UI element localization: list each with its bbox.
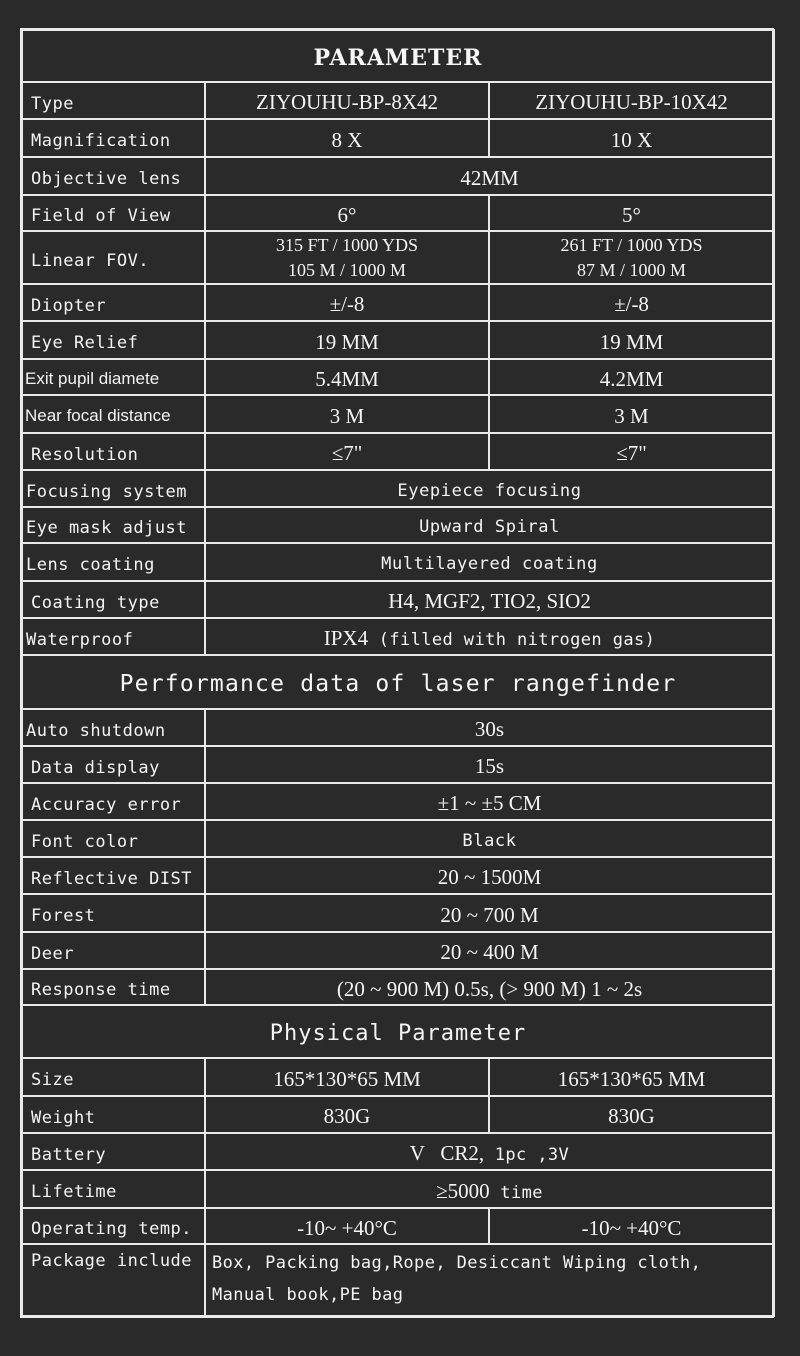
table-row: [22, 618, 774, 655]
value-b: 4.2MM: [489, 359, 774, 395]
row-label: Magnification: [22, 119, 205, 157]
value-shared: Eyepiece focusing: [205, 470, 774, 507]
value-a: 19 MM: [205, 321, 489, 359]
value-line: 87 M / 1000 M: [577, 260, 687, 280]
section-header-row: [22, 1005, 774, 1058]
value-a: -10~ +40°C: [205, 1208, 489, 1244]
table-row: [22, 783, 774, 820]
value-a: ≤7": [205, 433, 489, 470]
value-line: 315 FT / 1000 YDS: [275, 235, 419, 255]
value-b: -10~ +40°C: [489, 1208, 774, 1244]
package-contents: [205, 1244, 774, 1316]
row-label: Near focal distance: [22, 395, 205, 433]
table-row: [22, 1208, 774, 1244]
value-note: time: [489, 1182, 543, 1203]
row-label: Lifetime: [22, 1170, 205, 1208]
value-b: 10 X: [489, 119, 774, 157]
row-label: Type: [22, 82, 205, 119]
table-row: [22, 1244, 774, 1316]
row-label: Resolution: [22, 433, 205, 470]
value-note: 1pc ,3V: [484, 1145, 570, 1165]
value-shared: [205, 1133, 774, 1170]
table-row: [22, 231, 774, 284]
model-b-name: ZIYOUHU-BP-10X42: [489, 82, 774, 119]
row-label: Diopter: [22, 284, 205, 321]
value-b: 830G: [489, 1096, 774, 1133]
value-b: [489, 231, 774, 284]
row-label: Waterproof: [22, 618, 205, 655]
row-label: Data display: [22, 746, 205, 783]
row-label: Exit pupil diamete: [22, 359, 205, 395]
value-a: [205, 231, 489, 284]
value-a: 165*130*65 MM: [205, 1058, 489, 1096]
value-b: 19 MM: [489, 321, 774, 359]
value-line: 261 FT / 1000 YDS: [560, 235, 703, 255]
table-title: PARAMETER: [22, 30, 774, 82]
section-title-physical: Physical Parameter: [22, 1005, 774, 1058]
table-row: [22, 709, 774, 746]
row-label: Auto shutdown: [22, 709, 205, 746]
value-main: IPX4: [323, 626, 369, 650]
table-row: [22, 359, 774, 395]
table-row: [22, 507, 774, 543]
table-row: [22, 284, 774, 321]
table-row: [22, 433, 774, 470]
table-row: [22, 820, 774, 857]
table-row: [22, 470, 774, 507]
value-shared: Black: [205, 820, 774, 857]
value-a: 3 M: [205, 395, 489, 433]
value-b: 5°: [489, 195, 774, 231]
row-label: Focusing system: [22, 470, 205, 507]
value-b: 3 M: [489, 395, 774, 433]
parameter-table: [21, 29, 775, 1317]
table-row: [22, 581, 774, 618]
row-label: Operating temp.: [22, 1208, 205, 1244]
value-a: 830G: [205, 1096, 489, 1133]
table-row: [22, 932, 774, 969]
table-row: [22, 543, 774, 581]
value-b: ±/-8: [489, 284, 774, 321]
value-shared: Upward Spiral: [205, 507, 774, 543]
row-label: Eye Relief: [22, 321, 205, 359]
value-shared: [205, 618, 774, 655]
value-line: 105 M / 1000 M: [287, 260, 406, 280]
row-label: Weight: [22, 1096, 205, 1133]
table-row: [22, 195, 774, 231]
row-label: Eye mask adjust: [22, 507, 205, 543]
row-label: Battery: [22, 1133, 205, 1170]
table-row: [22, 1096, 774, 1133]
table-row: [22, 119, 774, 157]
row-label: Reflective DIST: [22, 857, 205, 894]
value-note: (filled with nitrogen gas): [368, 630, 656, 650]
row-label: Deer: [22, 932, 205, 969]
row-label: Response time: [22, 969, 205, 1005]
value-a: 8 X: [205, 119, 489, 157]
table-row: [22, 395, 774, 433]
table-row: [22, 82, 774, 119]
value-shared: 42MM: [205, 157, 774, 195]
title-row: [22, 30, 774, 82]
value-shared: 20 ~ 400 M: [205, 932, 774, 969]
value-shared: [205, 1170, 774, 1208]
value-shared: Multilayered coating: [205, 543, 774, 581]
value-main: V CR2,: [409, 1141, 485, 1165]
value-shared: 15s: [205, 746, 774, 783]
table-row: [22, 1170, 774, 1208]
table-row: [22, 321, 774, 359]
value-a: 6°: [205, 195, 489, 231]
value-main: ≥5000: [436, 1178, 490, 1203]
row-label: Package include: [22, 1244, 205, 1316]
table-row: [22, 157, 774, 195]
row-label: Objective lens: [22, 157, 205, 195]
row-label: Forest: [22, 894, 205, 932]
value-a: 5.4MM: [205, 359, 489, 395]
row-label: Font color: [22, 820, 205, 857]
value-shared: 30s: [205, 709, 774, 746]
table-row: [22, 894, 774, 932]
row-label: Coating type: [22, 581, 205, 618]
value-shared: H4, MGF2, TIO2, SIO2: [205, 581, 774, 618]
section-title-laser: Performance data of laser rangefinder: [22, 655, 774, 709]
value-a: ±/-8: [205, 284, 489, 321]
table-row: [22, 746, 774, 783]
section-header-row: [22, 655, 774, 709]
value-shared: (20 ~ 900 M) 0.5s, (> 900 M) 1 ~ 2s: [205, 969, 774, 1005]
row-label: Size: [22, 1058, 205, 1096]
package-line: Manual book,PE bag: [212, 1285, 404, 1305]
row-label: Lens coating: [22, 543, 205, 581]
row-label: Linear FOV.: [22, 231, 205, 284]
package-line: Box, Packing bag,Rope, Desiccant Wiping cloth,: [212, 1253, 702, 1273]
table-row: [22, 1058, 774, 1096]
table-row: [22, 969, 774, 1005]
row-label: Field of View: [22, 195, 205, 231]
value-b: ≤7": [489, 433, 774, 470]
row-label: Accuracy error: [22, 783, 205, 820]
value-shared: 20 ~ 1500M: [205, 857, 774, 894]
value-shared: ±1 ~ ±5 CM: [205, 783, 774, 820]
value-b: 165*130*65 MM: [489, 1058, 774, 1096]
value-shared: 20 ~ 700 M: [205, 894, 774, 932]
table-row: [22, 1133, 774, 1170]
table-row: [22, 857, 774, 894]
model-a-name: ZIYOUHU-BP-8X42: [205, 82, 489, 119]
